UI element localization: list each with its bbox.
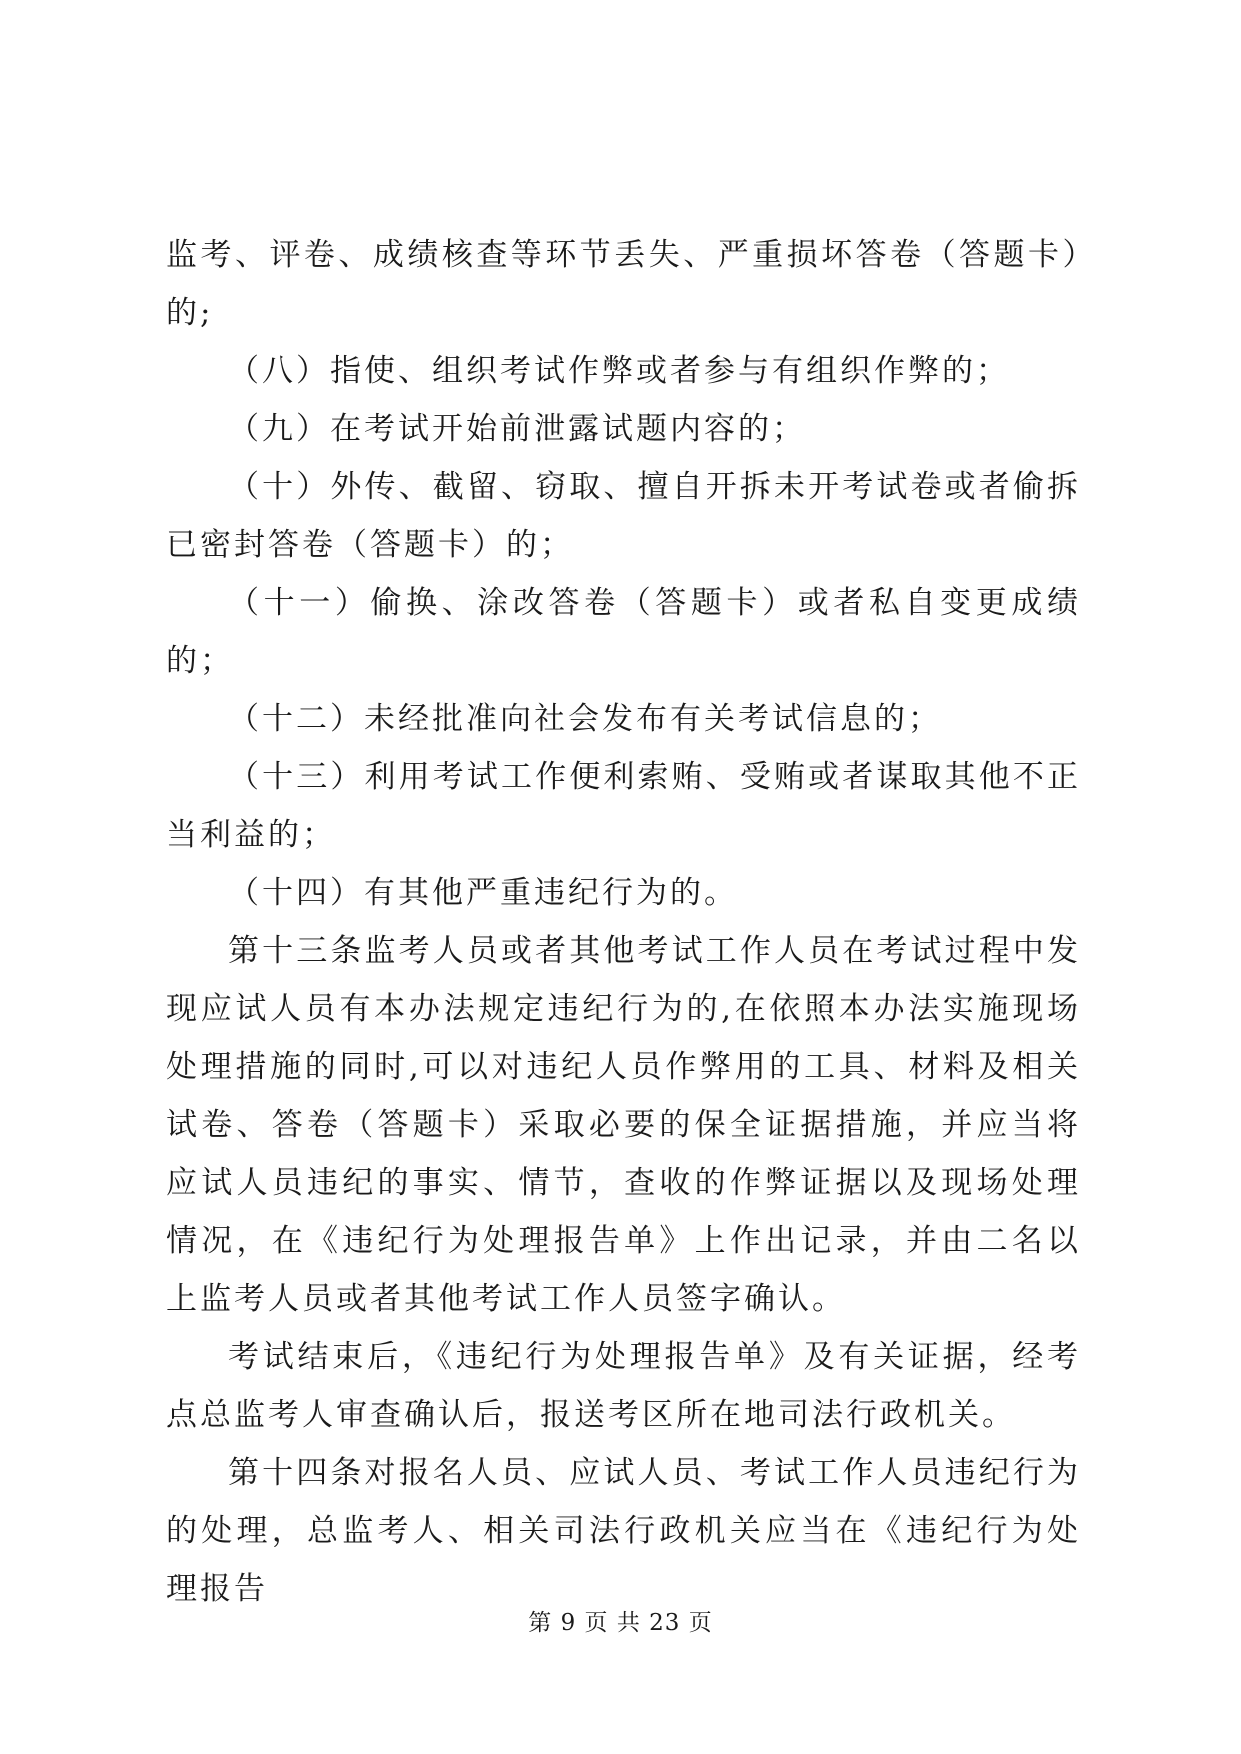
paragraph-item-10: （十）外传、截留、窃取、擅自开拆未开考试卷或者偷拆已密封答卷（答题卡）的； [166,469,1081,563]
paragraph-item-8: （八）指使、组织考试作弊或者参与有组织作弊的； [228,353,1010,389]
paragraph-article-14: 第十四条对报名人员、应试人员、考试工作人员违纪行为的处理，总监考人、相关司法行政机关应当在《违纪行为处理报告 [166,1455,1081,1607]
paragraph-item-9: （九）在考试开始前泄露试题内容的； [228,411,806,447]
paragraph-continuation: 监考、评卷、成绩核查等环节丢失、严重损坏答卷（答题卡）的; [166,237,1081,331]
paragraph-article-13: 第十三条监考人员或者其他考试工作人员在考试过程中发现应试人员有本办法规定违纪行为的,在依照本办法实施现场处理措施的同时,可以对违纪人员作弊用的工具、材料及相关试卷、答卷（答题卡）采取必要的保全证据措施，并应当将应试人员违纪的事实、情节，查收的作弊证据以及现场处理情况，在《违纪行为处理报告单》上作出记录，并由二名以上监考人员或者其他考试工作人员签字确认。 [166,933,1081,1317]
paragraph-after-exam: 考试结束后，《违纪行为处理报告单》及有关证据，经考点总监考人审查确认后，报送考区所在地司法行政机关。 [166,1339,1081,1433]
page-body [166,226,1081,1618]
paragraph-item-11: （十一）偷换、涂改答卷（答题卡）或者私自变更成绩的； [166,585,1081,679]
paragraph-item-12: （十二）未经批准向社会发布有关考试信息的； [228,701,942,737]
paragraph-item-14: （十四）有其他严重违纪行为的。 [228,875,738,911]
page-number-footer: 第 9 页 共 23 页 [528,1610,713,1636]
paragraph-item-13: （十三）利用考试工作便利索贿、受贿或者谋取其他不正当利益的； [166,759,1081,853]
